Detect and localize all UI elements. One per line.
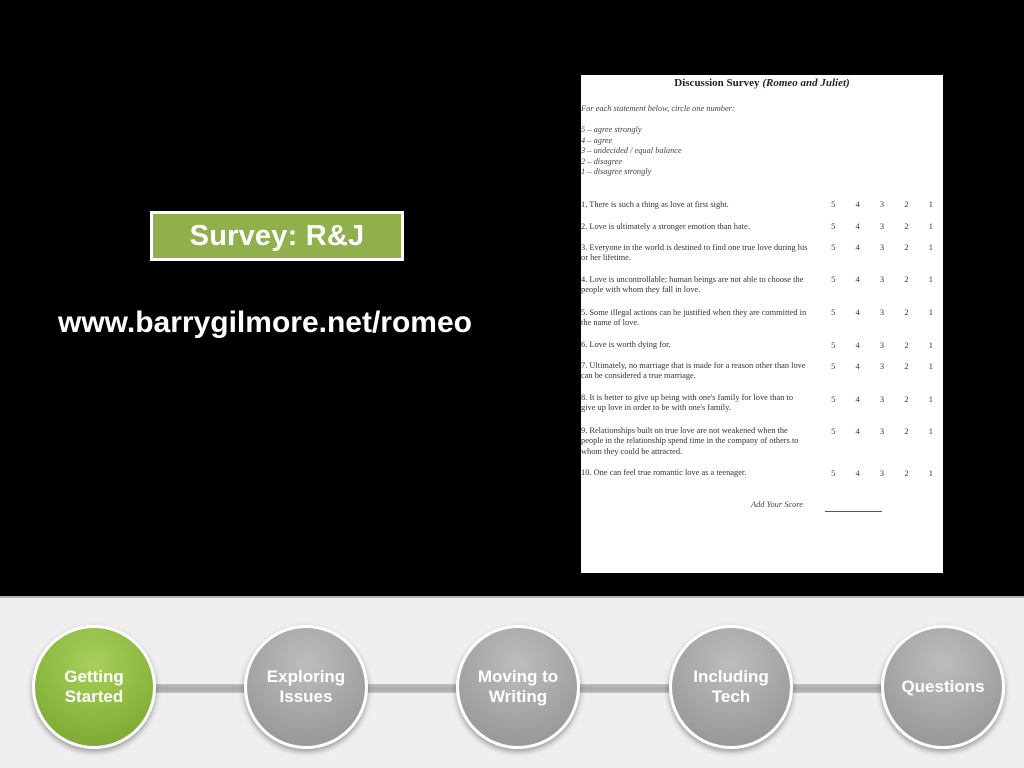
nav-getting-started-button[interactable] <box>32 625 156 749</box>
nav-label-line: Writing <box>488 687 548 706</box>
rating-number: 3 <box>879 395 885 404</box>
rating-number: 5 <box>831 469 836 478</box>
survey-title-text: Discussion Survey <box>674 77 760 89</box>
rating-number: 5 <box>831 243 836 252</box>
section-navigation-bar <box>0 596 1024 768</box>
rating-number: 1 <box>928 308 933 317</box>
nav-label-line: Exploring <box>266 667 346 686</box>
nav-label-line: Issues <box>279 687 333 706</box>
rating-number: 1 <box>928 469 933 478</box>
rating-number: 4 <box>855 222 860 231</box>
rating-number: 2 <box>904 200 909 209</box>
rating-number: 4 <box>855 308 860 317</box>
rating-row <box>821 395 943 404</box>
rating-number: 3 <box>879 222 885 231</box>
slide-title: Survey: R&J <box>150 211 404 261</box>
survey-question: 3. Everyone in the world is destined to find one true love during his or her lifetime. <box>581 243 808 263</box>
rating-row <box>821 362 943 371</box>
rating-number: 5 <box>831 200 836 209</box>
rating-number: 3 <box>879 362 885 371</box>
scale-item: 4 – agree <box>581 135 613 145</box>
survey-question: 8. It is better to give up being with one's family for love than to give up love in order to be with one's family. <box>581 393 794 413</box>
rating-number: 2 <box>904 395 909 404</box>
rating-number: 2 <box>904 469 909 478</box>
survey-question: 10. One can feel true romantic love as a teenager. <box>581 468 747 477</box>
scale-item: 1 – disagree strongly <box>581 167 652 177</box>
survey-question: 2. Love is ultimately a stronger emotion than hate. <box>581 222 750 231</box>
rating-number: 1 <box>928 395 933 404</box>
rating-number: 3 <box>879 427 885 436</box>
nav-label <box>901 677 984 697</box>
rating-row <box>821 308 943 317</box>
score-blank-line <box>825 511 882 512</box>
survey-question: 4. Love is uncontrollable; human beings are not able to choose the people with whom they fall in love. <box>581 275 804 295</box>
rating-number: 2 <box>904 427 909 436</box>
nav-label <box>478 667 558 707</box>
rating-number: 4 <box>855 275 860 284</box>
rating-row <box>821 275 943 284</box>
nav-label-line: Started <box>64 687 124 706</box>
nav-exploring-issues-button[interactable] <box>244 625 368 749</box>
rating-number: 5 <box>831 427 836 436</box>
rating-number: 4 <box>855 395 860 404</box>
survey-question: 7. Ultimately, no marriage that is made for a reason other than love can be considered a true marriage. <box>581 361 806 381</box>
nav-label <box>693 667 769 707</box>
rating-number: 5 <box>831 222 836 231</box>
survey-title-italic: (Romeo and Juliet) <box>762 77 850 89</box>
rating-number: 4 <box>855 427 860 436</box>
survey-question: 6. Love is worth dying for. <box>581 340 671 349</box>
rating-number: 4 <box>855 243 860 252</box>
rating-number: 1 <box>928 243 933 252</box>
rating-number: 2 <box>904 341 909 350</box>
nav-label-line: Questions <box>901 677 985 696</box>
survey-document-image <box>581 75 943 573</box>
rating-number: 3 <box>879 200 885 209</box>
nav-questions-button[interactable] <box>881 625 1005 749</box>
rating-number: 1 <box>928 275 933 284</box>
rating-number: 3 <box>879 469 885 478</box>
rating-number: 4 <box>855 362 860 371</box>
rating-number: 4 <box>855 341 860 350</box>
nav-label <box>267 667 345 707</box>
rating-number: 1 <box>928 341 933 350</box>
rating-row <box>821 427 943 436</box>
rating-number: 5 <box>831 308 836 317</box>
rating-number: 3 <box>879 308 885 317</box>
rating-number: 5 <box>831 275 836 284</box>
rating-number: 1 <box>928 200 933 209</box>
survey-score-label: Add Your Score <box>751 500 803 509</box>
survey-question: 9. Relationships built on true love are not weakened when the people in the relationship spend time in the company of others to whom they could be attracted. <box>581 426 799 456</box>
nav-label-line: Tech <box>711 687 751 706</box>
rating-number: 1 <box>928 362 933 371</box>
nav-including-tech-button[interactable] <box>669 625 793 749</box>
scale-item: 2 – disagree <box>581 156 623 166</box>
rating-number: 3 <box>879 275 885 284</box>
rating-number: 5 <box>831 395 836 404</box>
rating-number: 2 <box>904 308 909 317</box>
rating-number: 2 <box>904 222 909 231</box>
survey-question: 1. There is such a thing as love at first sight. <box>581 200 729 209</box>
survey-question: 5. Some illegal actions can be justified when they are committed in the name of love. <box>581 308 807 328</box>
rating-number: 1 <box>928 222 933 231</box>
nav-label-line: Including <box>693 667 769 686</box>
nav-label-line: Getting <box>64 667 124 686</box>
survey-instruction: For each statement below, circle one number: <box>581 104 735 113</box>
scale-item: 5 – agree strongly <box>581 125 642 134</box>
nav-moving-to-writing-button[interactable] <box>456 625 580 749</box>
rating-row <box>821 469 943 478</box>
rating-number: 5 <box>831 341 836 350</box>
rating-row <box>821 243 943 252</box>
survey-scale-legend <box>581 125 682 178</box>
rating-number: 2 <box>904 243 909 252</box>
survey-url-link[interactable]: www.barrygilmore.net/romeo <box>58 306 472 339</box>
rating-number: 4 <box>855 469 860 478</box>
nav-label-line: Moving to <box>477 667 559 686</box>
rating-row <box>821 222 943 231</box>
rating-number: 4 <box>855 200 860 209</box>
rating-row <box>821 200 943 209</box>
scale-item: 3 – undecided / equal balance <box>581 146 682 156</box>
rating-number: 2 <box>904 275 909 284</box>
rating-number: 2 <box>904 362 909 371</box>
rating-row <box>821 341 943 350</box>
survey-title <box>581 77 943 89</box>
rating-number: 3 <box>879 243 885 252</box>
rating-number: 5 <box>831 362 836 371</box>
rating-number: 1 <box>928 427 933 436</box>
nav-label <box>64 667 124 707</box>
rating-number: 3 <box>879 341 885 350</box>
